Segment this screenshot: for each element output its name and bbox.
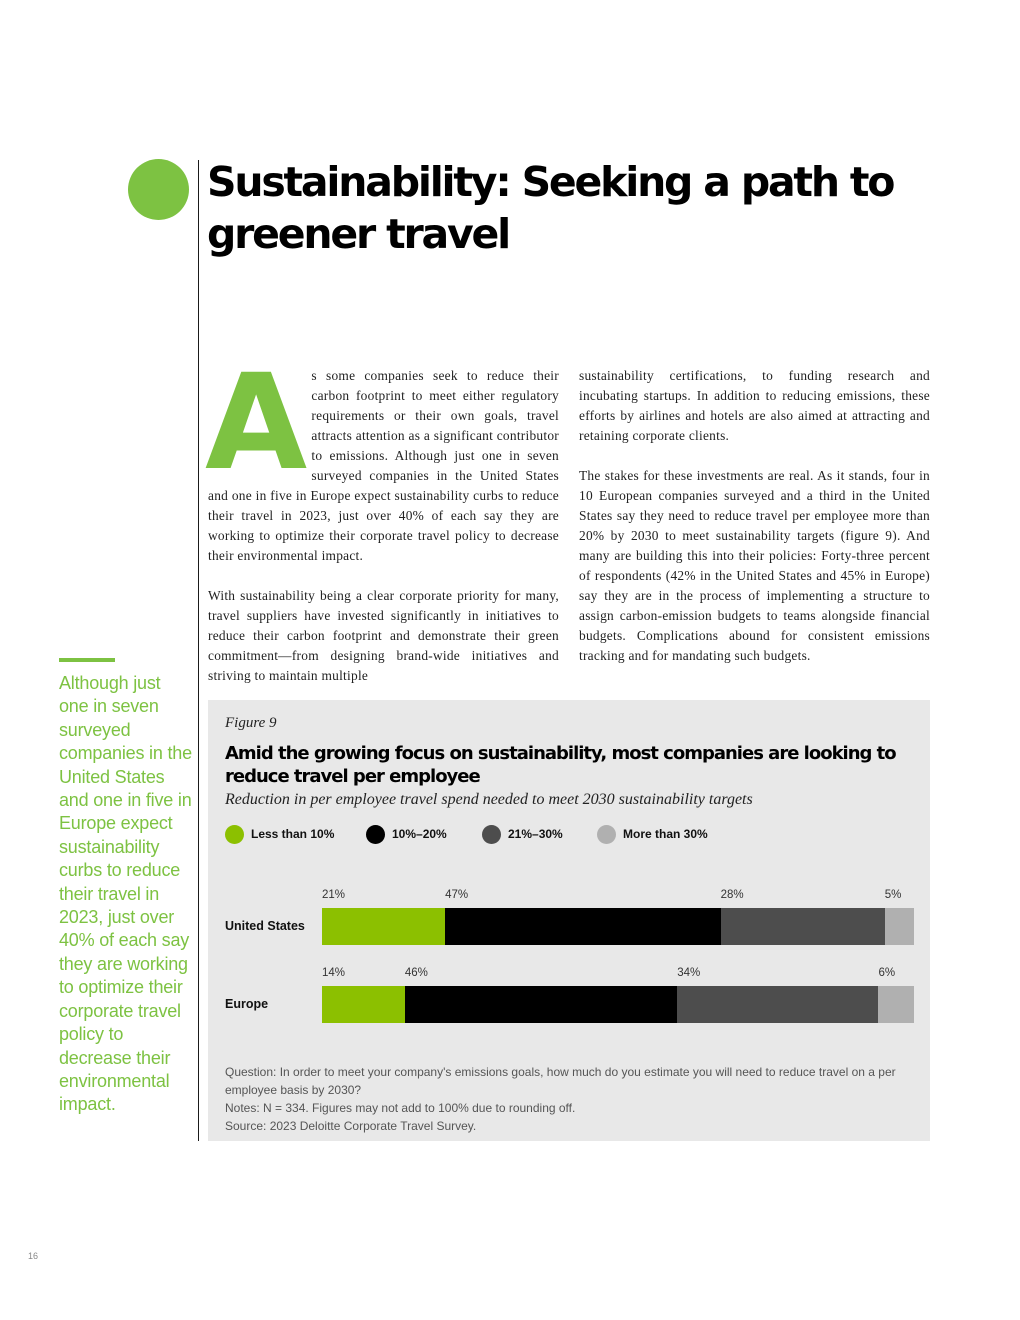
paragraph-1-text: s some companies seek to reduce their carbon footprint to meet either regulatory requirements or their own goals, travel attracts attention as a significant contributor to emissions. Although just one in seven surveyed companies in the United States and one in five in Europe expect sustainability curbs to reduce their travel in 2023, just over 40% of each say they are working to optimize their corporate travel policy to decrease their environmental impact.: [208, 368, 559, 563]
figure-source: Source: 2023 Deloitte Corporate Travel Survey.: [225, 1119, 477, 1133]
bar-segment-10-20-: [445, 908, 720, 945]
figure-title: Amid the growing focus on sustainability, most companies are looking to reduce travel per employee: [225, 743, 896, 787]
bar-data-label: 46%: [404, 967, 428, 979]
legend-label: 21%–30%: [508, 827, 563, 841]
legend-label: Less than 10%: [251, 827, 335, 841]
figure-subtitle: Reduction in per employee travel spend needed to meet 2030 sustainability targets: [225, 791, 753, 808]
pull-quote-rule: [59, 658, 115, 662]
bar-data-label: 21%: [322, 889, 346, 901]
chart-row-label-europe: Europe: [225, 997, 269, 1011]
paragraph-4: The stakes for these investments are real. As it stands, four in 10 European companies surveyed and a third in the United States say they need to reduce travel per employee more than 20% by 2030 to meet sustainability targets (figure 9). And many are building this into their policies: Forty-three percent of respondents (42% in the United States and 45% in Europe) say they are in the process of implementing a structure to assign carbon-emission budgets to teams alongside financial budgets. Complications abound for consistent emissions tracking and for mandating such budgets.: [579, 468, 930, 663]
figure-question: Question: In order to meet your company's emissions goals, how much do you estimate you will need to reduce travel on a per employee basis by 2030?: [225, 1065, 896, 1097]
bar-data-label: 28%: [720, 889, 744, 901]
chart-bar-us: [322, 889, 914, 945]
bar-segment-more-than-30-: [878, 986, 914, 1023]
bar-data-label: 47%: [445, 889, 469, 901]
legend-dot: [225, 825, 244, 844]
figure-notes-text: Notes: N = 334. Figures may not add to 100% due to rounding off.: [225, 1101, 576, 1115]
vertical-divider: [198, 160, 199, 1141]
green-circle-icon: [128, 159, 189, 220]
bar-segment-21-30-: [677, 986, 878, 1023]
bar-data-label: 34%: [677, 967, 701, 979]
paragraph-1: [205, 346, 559, 566]
bar-segment-21-30-: [721, 908, 885, 945]
drop-cap: A: [205, 346, 308, 500]
bar-segment-more-than-30-: [885, 908, 914, 945]
figure-label: Figure 9: [225, 715, 277, 731]
page-title: Sustainability: Seeking a path to greener travel: [207, 158, 894, 258]
bar-segment-10-20-: [405, 986, 677, 1023]
bar-segment-less-than-10-: [322, 986, 405, 1023]
pull-quote: Although just one in seven surveyed companies in the United States and one in five in Europe expect sustainability curbs to reduce their travel in 2023, just over 40% of each say they are working to optimize their corporate travel policy to decrease their environmental impact.: [59, 673, 192, 1115]
chart-bar-europe: [322, 967, 914, 1023]
legend-dot: [597, 825, 616, 844]
body-column-left: [205, 346, 559, 706]
body-column-right: [579, 366, 930, 686]
bar-data-label: 6%: [878, 967, 896, 979]
bar-data-label: 14%: [322, 967, 346, 979]
legend-dot: [482, 825, 501, 844]
bar-data-label: 5%: [884, 889, 902, 901]
legend-label: More than 30%: [623, 827, 708, 841]
paragraph-3: sustainability certifications, to funding research and incubating startups. In addition to reducing emissions, these efforts by airlines and hotels are also aimed at attracting and retaining corporate clients.: [579, 368, 930, 443]
figure-9: [208, 700, 930, 1141]
bar-segment-less-than-10-: [322, 908, 445, 945]
legend-dot: [366, 825, 385, 844]
chart-row-label-us: United States: [225, 919, 305, 933]
figure-notes: [225, 1063, 915, 1135]
page-number: 16: [28, 1251, 39, 1261]
legend-label: 10%–20%: [392, 827, 447, 841]
paragraph-2: With sustainability being a clear corporate priority for many, travel suppliers have invested significantly in initiatives to reduce their carbon footprint and demonstrate their green commitment—from designing brand-wide initiatives and striving to maintain multiple: [208, 588, 559, 683]
